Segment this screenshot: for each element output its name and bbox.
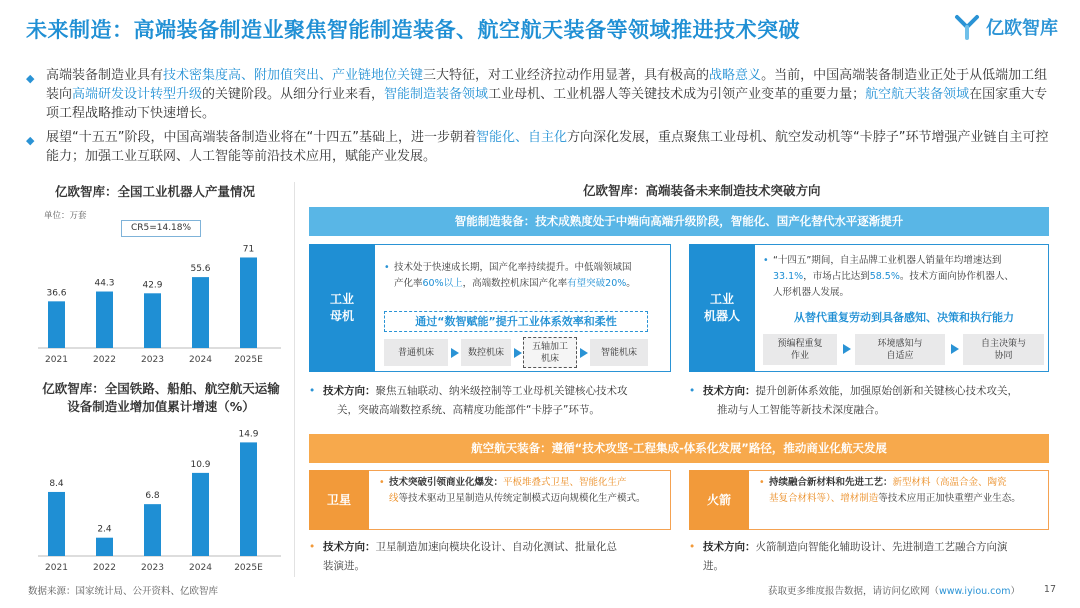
robot-sub-band: 从替代重复劳动到具备感知、决策和执行能力	[764, 308, 1044, 329]
tick-label-2023: 2023	[141, 563, 164, 573]
satellite-orange2: 线	[389, 493, 399, 504]
bullet-2	[26, 128, 1056, 166]
chart1	[30, 236, 285, 366]
data-label-2021: 36.6	[46, 288, 67, 299]
step-autonomous: 自主决策与 协同	[963, 334, 1044, 365]
arrow-icon	[843, 344, 851, 354]
chart1-title: 亿欧智库：全国工业机器人产量情况	[54, 184, 255, 199]
logo-text: 亿欧智库	[986, 18, 1058, 39]
rocket-rest: 等技术应用正加快重塑产业生态。	[878, 493, 1021, 504]
arrow-icon	[451, 348, 459, 358]
bullet-2-part-0: 展望“十五五”阶段，中国高端装备制造业将在“十四五”基础上，进一步朝着	[46, 130, 476, 145]
machine-line2c: ，高端数控机床国产化率	[462, 278, 568, 289]
robot-line2b: ，市场占比达到	[803, 271, 870, 282]
tick-label-2025E: 2025E	[234, 563, 263, 573]
tick-label-2025E: 2025E	[234, 355, 263, 365]
bullet-1-part-8: 工业母机、工业机器人等关键技术成为引领产业变革的重要力量；	[488, 87, 866, 102]
bar-2023	[144, 504, 161, 556]
bar-2025E	[240, 257, 257, 348]
cr5-label: CR5=14.18%	[121, 220, 201, 237]
robot-line2d: 。技术方面向协作机器人、	[899, 271, 1014, 282]
robot-dir-head: 技术方向：	[703, 385, 756, 397]
bullet-1-part-7: 智能制造装备领域	[384, 87, 489, 102]
bar-2022	[96, 538, 113, 556]
step-perception: 环境感知与 自适应	[855, 334, 945, 365]
satellite-dir-body1: 卫星制造加速向模块化设计、自动化测试、批量化总	[375, 541, 617, 553]
satellite-text: • 技术突破引领商业化爆发：平板堆叠式卫星、智能化生产 线等技术驱动卫星制造从传统定制模式迈向规模化生产模式。	[379, 477, 646, 504]
rocket-text: • 持续融合新材料和先进工艺：新型材料（高温合金、陶瓷 基复合材料等）、增材制造等技术应用正加快重塑产业生态。	[759, 477, 1021, 504]
satellite-dir-head: 技术方向：	[323, 541, 376, 553]
robot-direction: • 技术方向：提升创新体系效能，加强原始创新和关键核心技术攻关， 推动与人工智能等新技术深度融合。	[689, 382, 1051, 420]
diamond-icon: ◆	[26, 134, 35, 147]
satellite-label: 卫星	[309, 470, 369, 530]
logo	[954, 14, 1058, 40]
rocket-dir-body1: 火箭制造向智能化辅助设计、先进制造工艺融合方向演	[755, 541, 1008, 553]
satellite-direction: • 技术方向：卫星制造加速向模块化设计、自动化测试、批量化总 装演进。	[309, 538, 671, 576]
step-cnc-machine: 数控机床	[461, 339, 511, 366]
tick-label-2021: 2021	[45, 355, 68, 365]
data-label-2023: 42.9	[142, 280, 163, 291]
machine-dir-head: 技术方向：	[323, 385, 376, 397]
chart2-title-line2: 设备制造业增加值累计增速（%）	[67, 399, 255, 414]
logo-icon	[954, 14, 980, 40]
bullet-1-part-9: 航空航天装备领域	[865, 87, 970, 102]
data-label-2024: 55.6	[190, 264, 211, 275]
machine-sub-band: 通过“数智赋能”提升工业体系效率和柔性	[384, 311, 648, 332]
footer-more: 获取更多维度报告数据，请访问亿欧网（www.iyiou.com）	[767, 586, 1020, 597]
machine-dir-body2: 关，突破高端数控系统、高精度功能部件“卡脖子”环节。	[337, 404, 600, 416]
bar-2021	[48, 492, 65, 556]
satellite-dir-body2: 装演进。	[323, 560, 365, 572]
step-ordinary-machine: 普通机床	[384, 339, 448, 366]
satellite-head: 技术突破引领商业化爆发：	[389, 477, 504, 488]
data-label-2023: 6.8	[145, 491, 160, 502]
bullet-1-part-3: 战略意义	[709, 68, 762, 83]
bar-2025E	[240, 442, 257, 556]
robot-line2c: 58.5%	[869, 271, 900, 282]
machine-line2d: 有望突破20%	[567, 278, 627, 289]
step-five-axis-machine: 五轴加工 机床	[523, 337, 577, 368]
robot-line1: “十四五”期间，自主品牌工业机器人销量年均增速达到	[773, 255, 1002, 266]
step-smart-machine: 智能机床	[590, 339, 648, 366]
robot-line2a: 33.1%	[773, 271, 804, 282]
data-label-2022: 2.4	[97, 524, 112, 535]
bullet-2-part-1: 智能化、自主化	[475, 130, 567, 145]
machine-line2e: 。	[626, 278, 636, 289]
band-intelligent-manufacturing: 智能制造装备：技术成熟度处于中端向高端升级阶段，智能化、国产化替代水平逐渐提升	[309, 207, 1049, 236]
band-aerospace: 航空航天装备：遵循“技术攻坚-工程集成-体系化发展”路径，推动商业化航天发展	[309, 434, 1049, 463]
divider	[294, 182, 295, 577]
page-title: 未来制造：高端装备制造业聚焦智能制造装备、航空航天装备等领域推进技术突破	[26, 18, 800, 42]
machine-line2b: 60%以上	[422, 278, 463, 289]
rocket-orange2: 基复合材料等）、增材制造	[769, 493, 879, 504]
bullet-1-part-2: 三大特征，对工业经济拉动作用显著，具有极高的	[423, 68, 710, 83]
machine-direction: • 技术方向：聚焦五轴联动、纳米级控制等工业母机关键核心技术攻 关，突破高端数控系统、高精度功能部件“卡脖子”环节。	[309, 382, 671, 420]
bullet-1-part-10: 在国家重大专项工程战略推动下快速增长。	[46, 87, 1048, 121]
robot-dir-body2: 推动与人工智能等新技术深度融合。	[717, 404, 885, 416]
right-panel-title: 亿欧智库：高端装备未来制造技术突破方向	[583, 183, 821, 198]
satellite-orange: 平板堆叠式卫星、智能化生产	[503, 477, 627, 488]
data-label-2022: 44.3	[94, 278, 115, 289]
page-number: 17	[1043, 584, 1056, 595]
rocket-dir-body2: 进。	[703, 560, 724, 572]
rocket-head: 持续融合新材料和先进工艺：	[769, 477, 893, 488]
chart2-title-line1: 亿欧智库：全国铁路、船舶、航空航天运输	[42, 381, 280, 396]
machine-tool-text: • 技术处于快速成长期，国产化率持续提升。中低端领域国 产化率60%以上，高端数控机床国产化率有望突破20%。	[384, 262, 636, 289]
footer-link[interactable]: www.iyiou.com	[938, 586, 1011, 597]
machine-line2a: 产化率	[394, 278, 423, 289]
tick-label-2021: 2021	[45, 563, 68, 573]
data-label-2025E: 14.9	[238, 429, 259, 440]
data-source: 数据来源：国家统计局、公开资料、亿欧智库	[28, 586, 219, 597]
bullet-2-part-2: 方向深化发展，重点聚焦工业母机、航空发动机等“卡脖子”环节增强产业链自主可控能力；加强工业互联网、人工智能等前沿技术应用，赋能产业发展。	[46, 130, 1049, 164]
bullet-1-part-4: 。当前，中国高端装备制造业正处于从低端加工组装向	[46, 68, 1048, 102]
chart2	[30, 420, 285, 576]
robot-text: • “十四五”期间，自主品牌工业机器人销量年均增速达到 33.1%，市场占比达到58.5%。技术方面向协作机器人、 人形机器人发展。	[763, 255, 1014, 298]
rocket-direction: • 技术方向：火箭制造向智能化辅助设计、先进制造工艺融合方向演 进。	[689, 538, 1051, 576]
machine-dir-body1: 聚焦五轴联动、纳米级控制等工业母机关键核心技术攻	[375, 385, 628, 397]
chart2-title	[30, 380, 292, 416]
rocket-label: 火箭	[689, 470, 749, 530]
tick-label-2024: 2024	[189, 355, 212, 365]
bar-2022	[96, 292, 113, 348]
tick-label-2022: 2022	[93, 355, 116, 365]
bar-2021	[48, 301, 65, 348]
rocket-dir-head: 技术方向：	[703, 541, 756, 553]
machine-tool-label-text: 工业 母机	[329, 292, 354, 323]
bar-2024	[192, 473, 209, 556]
bar-2024	[192, 277, 209, 348]
bullet-1-text	[26, 66, 1056, 123]
robot-line3: 人形机器人发展。	[773, 287, 850, 298]
satellite-rest: 等技术驱动卫星制造从传统定制模式迈向规模化生产模式。	[398, 493, 646, 504]
tick-label-2022: 2022	[93, 563, 116, 573]
bullet-1-part-1: 技术密集度高、附加值突出、产业链地位关键	[163, 68, 424, 83]
diamond-icon: ◆	[26, 72, 35, 85]
bullet-1-part-5: 高端研发设计转型升级	[72, 87, 203, 102]
rocket-orange: 新型材料（高温合金、陶瓷	[892, 477, 1007, 488]
tick-label-2024: 2024	[189, 563, 212, 573]
robot-label-text: 工业 机器人	[703, 292, 740, 323]
bullet-1	[26, 66, 1056, 123]
machine-tool-label	[309, 244, 375, 372]
bullet-1-part-0: 高端装备制造业具有	[46, 68, 164, 83]
data-label-2025E: 71	[242, 244, 255, 255]
chart1-unit: 单位：万套	[44, 211, 87, 221]
tick-label-2023: 2023	[141, 355, 164, 365]
data-label-2024: 10.9	[190, 459, 211, 470]
machine-line1: 技术处于快速成长期，国产化率持续提升。中低端领域国	[394, 262, 632, 273]
step-preprogrammed: 预编程重复 作业	[763, 334, 837, 365]
bullet-2-text	[26, 128, 1056, 166]
robot-label	[689, 244, 755, 372]
data-label-2021: 8.4	[49, 478, 64, 489]
arrow-icon	[514, 348, 522, 358]
arrow-icon	[580, 348, 588, 358]
bar-2023	[144, 293, 161, 348]
arrow-icon	[951, 344, 959, 354]
robot-dir-body1: 提升创新体系效能，加强原始创新和关键核心技术攻关，	[755, 385, 1018, 397]
bullet-1-part-6: 的关键阶段。从细分行业来看，	[202, 87, 385, 102]
